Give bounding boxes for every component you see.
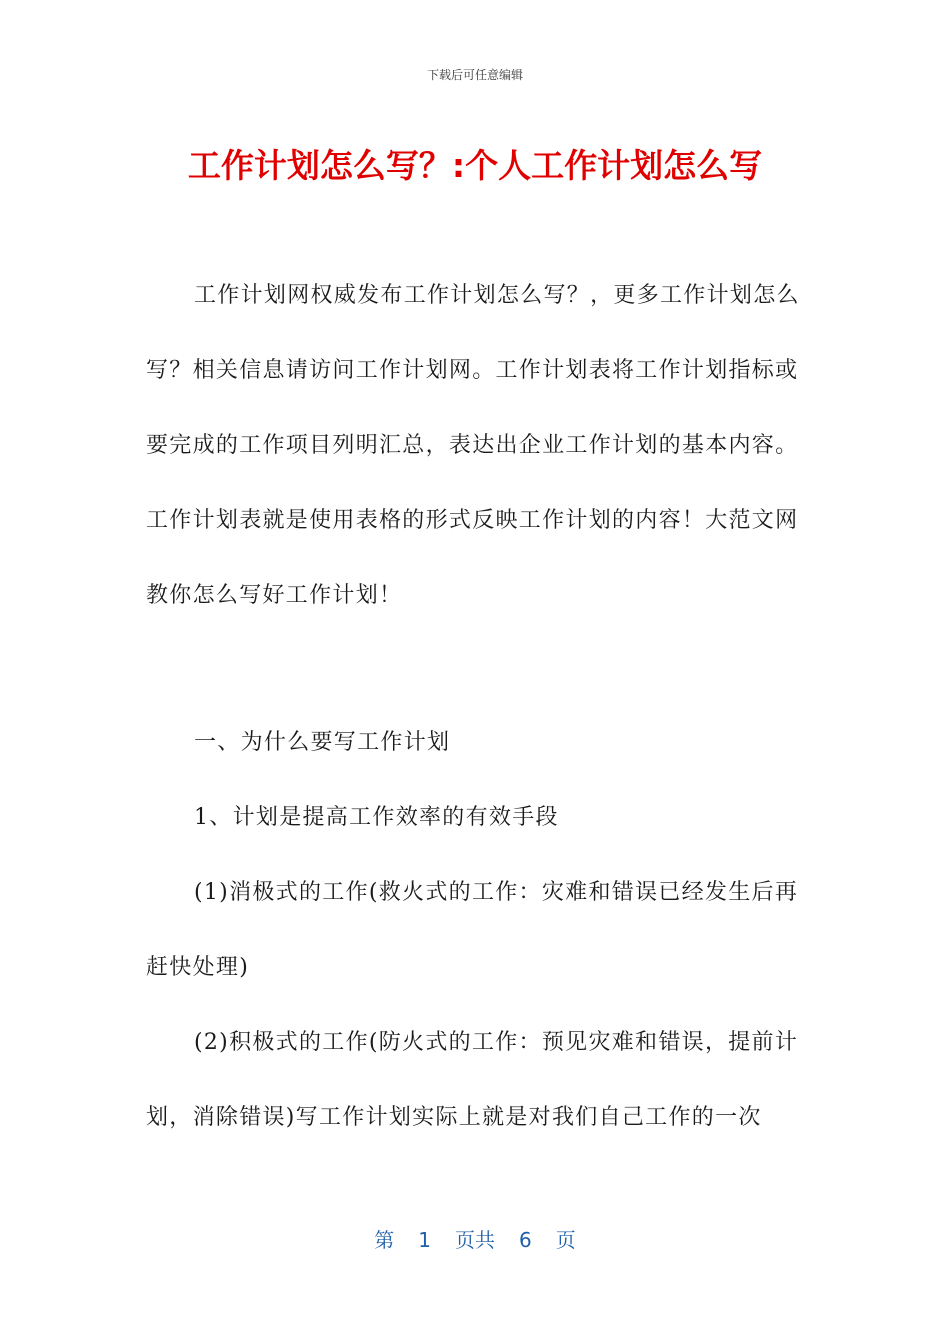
list-item: (2)积极式的工作(防火式的工作：预见灾难和错误，提前计划，消除错误)写工作计划实际上就是对我们自己工作的一次: [146, 1030, 799, 1130]
intro-paragraph: 工作计划网权威发布工作计划怎么写？，更多工作计划怎么写？相关信息请访问工作计划网。工作计划表将工作计划指标或要完成的工作项目列明汇总，表达出企业工作计划的基本内容。工作计划表就是使用表格的形式反映工作计划的内容！大范文网教你怎么写好工作计划！: [146, 283, 800, 608]
point-heading: 1、计划是提高工作效率的有效手段: [194, 805, 559, 830]
header-note: 下载后可任意编辑: [426, 68, 523, 82]
page-label-suffix: 页: [555, 1228, 576, 1252]
current-page-number: 1: [418, 1228, 431, 1252]
section-block: [146, 705, 806, 1155]
section-heading: 一、为什么要写工作计划: [194, 730, 451, 755]
intro-block: [146, 258, 806, 633]
page-label-mid: 页共: [455, 1228, 495, 1252]
list-item: (1)消极式的工作(救火式的工作：灾难和错误已经发生后再赶快处理): [146, 880, 799, 980]
page-footer: [0, 1224, 950, 1253]
total-pages-number: 6: [519, 1228, 532, 1252]
document-title: 工作计划怎么写？:个人工作计划怎么写: [187, 146, 763, 185]
page-label-prefix: 第: [374, 1228, 395, 1252]
